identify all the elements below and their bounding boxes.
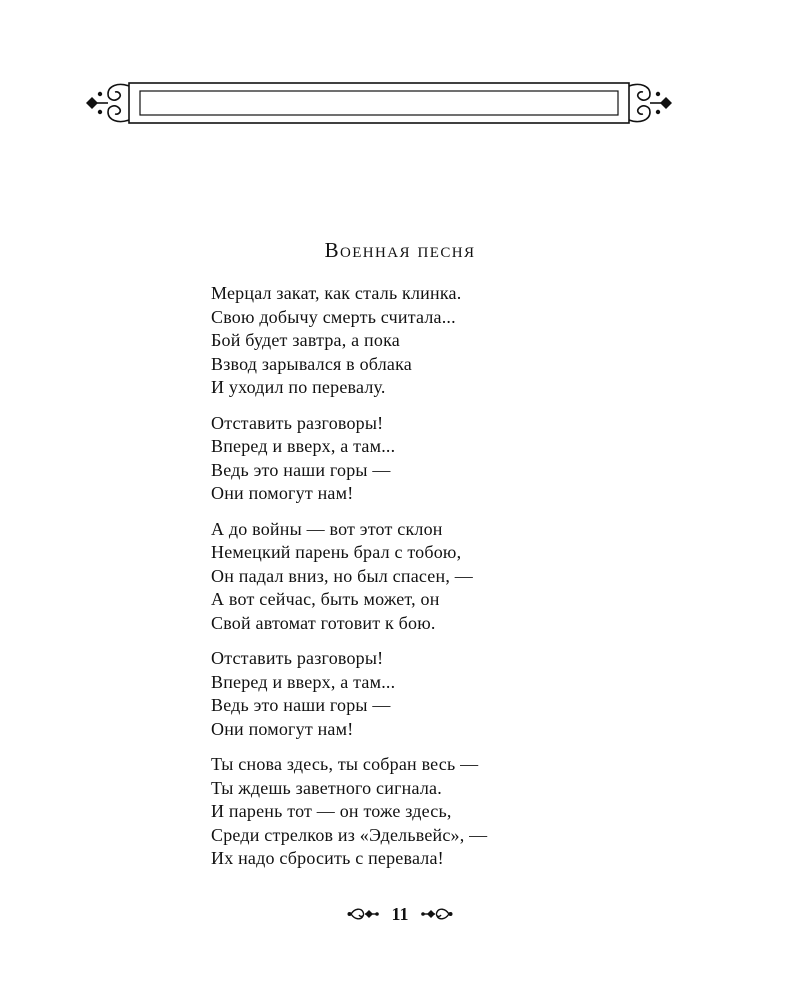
poem-line: И парень тот — он тоже здесь, xyxy=(211,801,452,821)
page-footer xyxy=(0,900,800,928)
poem-line: Ведь это наши горы — xyxy=(211,459,391,480)
poem-line: Взвод зарывался в облака xyxy=(211,353,412,374)
header-frame-ornament xyxy=(82,78,676,128)
poem-line: Вперед и вверх, а там... xyxy=(211,671,396,692)
poem-line: Немецкий парень брал с тобою, xyxy=(211,542,462,562)
stanza xyxy=(211,518,751,636)
poem-line: Вперед и вверх, а там... xyxy=(211,436,396,456)
poem-line: И уходил по перевалу. xyxy=(211,377,386,397)
poem-line: Свой автомат готовит к бою. xyxy=(211,612,436,633)
poem-title: Военная песня xyxy=(324,238,476,262)
poem-line: Они помогут нам! xyxy=(211,718,354,739)
poem-line: Отставить разговоры! xyxy=(211,412,384,433)
poem-line: Ты ждешь заветного сигнала. xyxy=(211,777,442,798)
poem-line: Их надо сбросить с перевала! xyxy=(211,848,444,868)
poem-line: Отставить разговоры! xyxy=(211,648,384,668)
poem-line: Среди стрелков из «Эдельвейс», — xyxy=(211,824,488,845)
poem-line: Мерцал закат, как сталь клинка. xyxy=(211,283,462,303)
poem-line: Они помогут нам! xyxy=(211,483,354,503)
poem-body xyxy=(211,282,751,883)
page-number: 11 xyxy=(391,904,409,924)
poem-line: Ты снова здесь, ты собран весь — xyxy=(211,754,479,774)
right-flourish-icon xyxy=(419,906,453,922)
poem-line: Свою добычу смерть считала... xyxy=(211,306,456,327)
poem-line: А до войны — вот этот склон xyxy=(211,518,443,539)
poem-line: Он падал вниз, но был спасен, — xyxy=(211,565,473,586)
stanza xyxy=(211,647,751,741)
left-flourish-icon xyxy=(347,906,381,922)
poem-line: Ведь это наши горы — xyxy=(211,695,391,715)
stanza xyxy=(211,282,751,400)
poem-line: А вот сейчас, быть может, он xyxy=(211,589,440,609)
stanza xyxy=(211,753,751,871)
stanza xyxy=(211,412,751,506)
poem-line: Бой будет завтра, а пока xyxy=(211,330,400,350)
